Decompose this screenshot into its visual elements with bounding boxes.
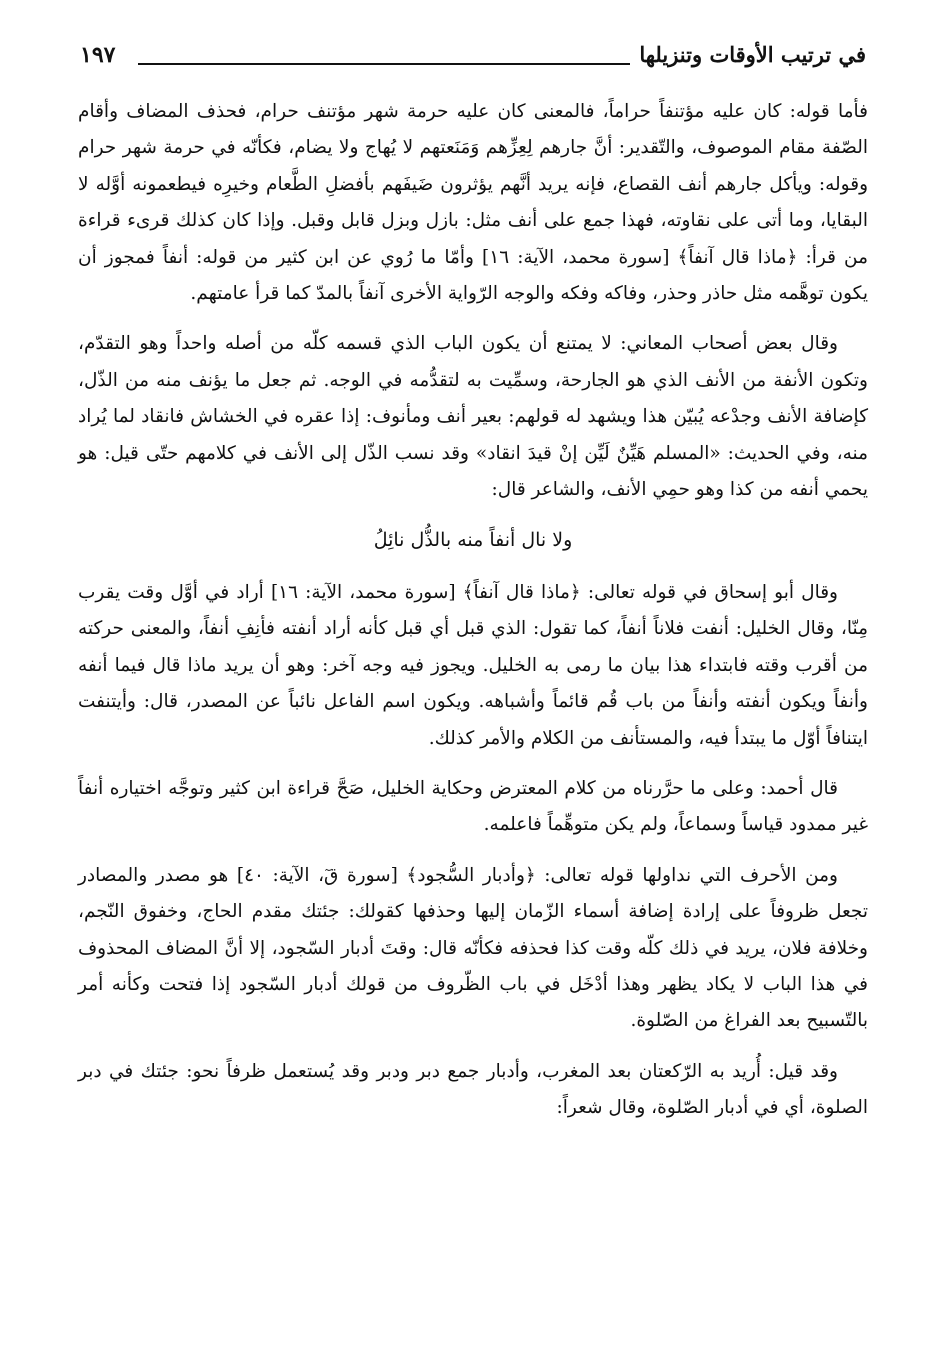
body-text — [78, 94, 868, 1141]
paragraph: وقال بعض أصحاب المعاني: لا يمتنع أن يكون الباب الذي قسمه كلّه من أصله واحداً وهو التقدّم، وتكون الأنفة من الأنف الذي هو الجارحة، وسمِّيت به لتقدُّمه في الوجه. ثم جعل ما يؤنف منه من الذّل، كإضافة الأنف وجدْعه يُبيّن هذا ويشهد له قولهم: بعير أنف ومأنوف: إذا عقره في الخشاش فانقاد لما يُراد منه، وفي الحديث: «المسلم هَيِّنٌ لَيِّن إنْ قيدَ انقاد» وقد نسب الذّل إلى الأنف في كلامهم حتّى قيل: هو يحمي أنفه من كذا وهو حمِي الأنف، والشاعر قال: — [78, 333, 868, 501]
poetry-verse: ولا نال أنفاً منه بالذُّل نائِلُ — [373, 529, 573, 552]
paragraph: وقال أبو إسحاق في قوله تعالى: ﴿ماذا قال آنفاً﴾ [سورة محمد، الآية: ١٦] أراد في أوَّل وقت يقرب مِنّا، وقال الخليل: أنفت فلاناً أنفاً، كما تقول: الذي قبل أي قبل كأنه أراد أنفته فأنِفِ أنفاً، والمعنى حركته من أقرب وقته فابتداء هذا بيان ما رمى به الخليل. ويجوز فيه وجه آخر: وهو أن يريد ماذا قال فيما أنفه وأنفاً ويكون أنفته وأنفاً من باب قُم قائماً وأشباهه. ويكون اسم الفاعل نائباً عن المصدر، قال: وأيتنفت ايتنافاً أوّل ما يبتدأ فيه، والمستأنف من الكلام والأمر كذلك. — [78, 581, 868, 749]
page-header — [80, 38, 866, 78]
running-title: في ترتيب الأوقات وتنزيلها — [639, 42, 866, 67]
page-number: ١٩٧ — [80, 42, 116, 68]
paragraph: وقد قيل: أُريد به الرّكعتان بعد المغرب، وأدبار جمع دبر ودبر وقد يُستعمل ظرفاً نحو: جئتك في دبر الصلوة، أي في أدبار الصّلوة، وقال شعراً: — [78, 1060, 868, 1119]
paragraph: ومن الأحرف التي نداولها قوله تعالى: ﴿وأدبار السُّجود﴾ [سورة قٓ، الآية: ٤٠] هو مصدر والمصادر تجعل ظروفاً على إرادة إضافة أسماء الزّمان إليها وحذفها كقولك: جئتك مقدم الحاج، وخفوق النّجم، وخلافة فلان، يريد في ذلك كلّه وقت كذا فحذفه فكأنّه قال: وقتَ أدبار السّجود، إلا أنَّ المضاف المحذوف في هذا الباب لا يكاد يظهر وهذا أدْخَل في باب الظّروف من قولك أدبار السّجود إذا فتحت وكأنه أمر بالتّسبيح بعد الفراغ من الصّلوة. — [78, 864, 868, 1032]
paragraph: فأما قوله: كان عليه مؤتنفاً حراماً، فالمعنى كان عليه حرمة شهر مؤتنف حرام، فحذف المضاف وأقام الصّفة مقام الموصوف، والتّقدير: أنَّ جارهم لِعِزِّهم وَمَنَعتهم لا يُهاج ولا يضام، فكأنّه في حرمة شهر حرام وقوله: ويأكل جارهم أنف القصاع، فإنه يريد أنَّهم يؤثرون ضَيفَهم بأفضلِ الطَّعام وخيرِه فيطعمونه أوَّله لا البقايا، وما أتى على نقاوته، فهذا جمع على أنف مثل: بازل وبزل قابل وقبل. وإذا كان كذلك قرىء قراءة من قرأ: ﴿ماذا قال آنفاً﴾ [سورة محمد، الآية: ١٦] وأمّا ما رُوي عن ابن كثير من قوله: أنفاً فمجوز أن يكون توهَّمه مثل حاذر وحذر، وفاكه وفكه والوجه الرّواية الأخرى آنفاً بالمدّ كما قرأ عامتهم. — [78, 101, 868, 305]
header-rule — [138, 63, 630, 65]
paragraph: قال أحمد: وعلى ما حرَّرناه من كلام المعترض وحكاية الخليل، صَحَّ قراءة ابن كثير وتوجَّه اختياره أنفاً غير ممدود قياساً وسماعاً، ولم يكن متوهِّماً فاعلمه. — [78, 777, 868, 836]
